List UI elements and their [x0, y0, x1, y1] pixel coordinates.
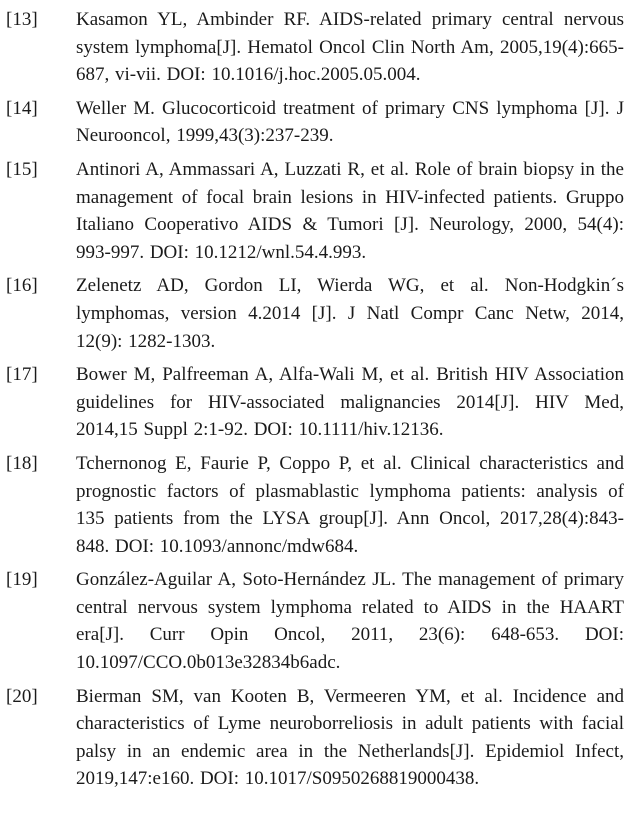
reference-item — [6, 95, 624, 150]
reference-text: Tchernonog E, Faurie P, Coppo P, et al. Clinical characteristics and prognostic factors of plasmablastic lymphoma patients: analysis of 135 patients from the LYSA group[J]. Ann Oncol, 2017,28(4):843-848. DOI: 10.1093/annonc/mdw684. — [76, 452, 624, 557]
reference-item — [6, 156, 624, 266]
reference-number: [16] — [6, 275, 38, 297]
reference-item — [6, 683, 624, 793]
reference-text: Kasamon YL, Ambinder RF. AIDS-related primary central nervous system lymphoma[J]. Hematol Oncol Clin North Am, 2005,19(4):665-687, vi-vii. DOI: 10.1016/j.hoc.2005.05.004. — [76, 9, 624, 86]
reference-number: [13] — [6, 9, 38, 30]
reference-number: [19] — [6, 569, 38, 591]
reference-number: [20] — [6, 685, 38, 707]
reference-item — [6, 272, 624, 355]
reference-item — [6, 6, 624, 89]
reference-item — [6, 361, 624, 444]
reference-text: Weller M. Glucocorticoid treatment of primary CNS lymphoma [J]. J Neurooncol, 1999,43(3):237-239. — [76, 97, 624, 147]
reference-text: Bower M, Palfreeman A, Alfa-Wali M, et al. British HIV Association guidelines for HIV-associated malignancies 2014[J]. HIV Med, 2014,15 Suppl 2:1-92. DOI: 10.1111/hiv.12136. — [76, 364, 624, 441]
reference-number: [14] — [6, 97, 38, 119]
reference-number: [17] — [6, 364, 38, 386]
reference-number: [18] — [6, 452, 38, 474]
reference-text: Zelenetz AD, Gordon LI, Wierda WG, et al. Non-Hodgkin´s lymphomas, version 4.2014 [J]. J Natl Compr Canc Netw, 2014, 12(9): 1282-1303. — [76, 275, 624, 352]
reference-text: Antinori A, Ammassari A, Luzzati R, et al. Role of brain biopsy in the management of focal brain lesions in HIV-infected patients. Gruppo Italiano Cooperativo AIDS & Tumori [J]. Neurology, 2000, 54(4): 993-997. DOI: 10.1212/wnl.54.4.993. — [76, 158, 624, 263]
reference-text: González-Aguilar A, Soto-Hernández JL. The management of primary central nervous system lymphoma related to AIDS in the HAART era[J]. Curr Opin Oncol, 2011, 23(6): 648-653. DOI: 10.1097/CCO.0b013e32834b6adc. — [76, 569, 624, 674]
reference-text: Bierman SM, van Kooten B, Vermeeren YM, et al. Incidence and characteristics of Lyme neuroborreliosis in adult patients with facial palsy in an endemic area in the Netherlands[J]. Epidemiol Infect, 2019,147:e160. DOI: 10.1017/S0950268819000438. — [76, 685, 624, 790]
reference-item — [6, 566, 624, 676]
reference-item — [6, 450, 624, 560]
reference-number: [15] — [6, 158, 38, 180]
